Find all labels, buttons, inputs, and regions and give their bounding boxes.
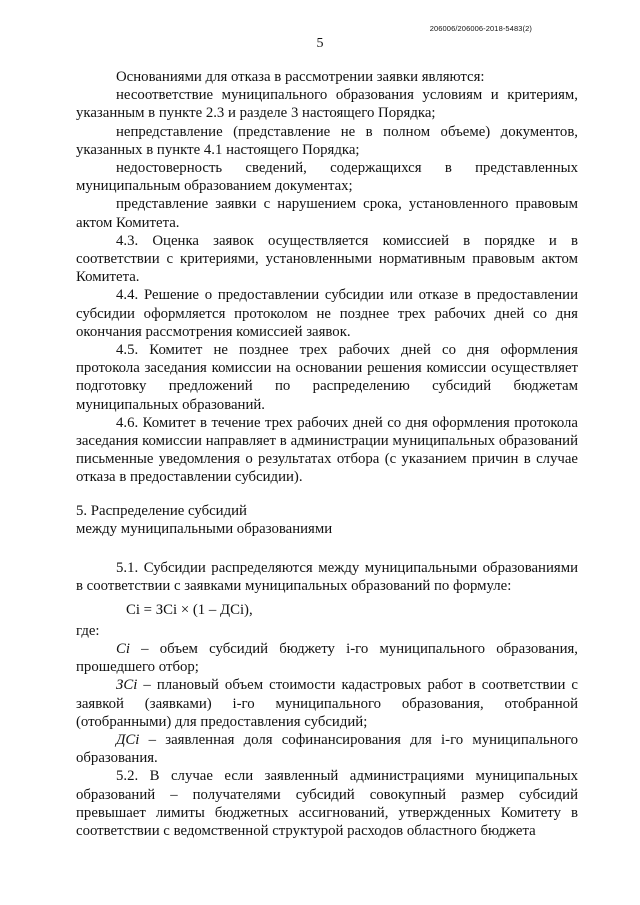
document-id: 206006/206006-2018-5483(2) bbox=[429, 24, 532, 33]
section-5-title-line-2: между муниципальными образованиями bbox=[76, 520, 333, 537]
refusal-item-2: непредставление (представление не в полном объеме) документов, указанных в пункте 4.1 настоящего Порядка; bbox=[76, 123, 578, 158]
definition-dci-text: – заявленная доля софинансирования для i-го муниципального образования. bbox=[76, 731, 578, 767]
refusal-item-3: недостоверность сведений, содержащихся в представленных муниципальным образованием документах; bbox=[76, 160, 578, 195]
definition-ci-symbol: Ci bbox=[116, 640, 130, 657]
definition-dci-symbol: ДCi bbox=[116, 731, 140, 748]
paragraph-4-5: 4.5. Комитет не позднее трех рабочих дней со дня оформления протокола заседания комиссии на основании решения комиссии осуществляет подготовку предложений по распределению субсидий бюджетам муниципальных образований. bbox=[76, 342, 578, 413]
refusal-item-4: представление заявки с нарушением срока, установленного правовым актом Комитета. bbox=[76, 196, 578, 231]
formula: Ci = ЗCi × (1 – ДCi), bbox=[126, 602, 253, 619]
definition-ci bbox=[76, 640, 578, 676]
paragraph-4-4: 4.4. Решение о предоставлении субсидии или отказе в предоставлении субсидии оформляется протоколом не позднее трех рабочих дней со дня окончания рассмотрения комиссией заявок. bbox=[76, 287, 578, 340]
section-5-title-line-1: 5. Распределение субсидий bbox=[76, 502, 247, 519]
paragraph-5-1: 5.1. Субсидии распределяются между муниципальными образованиями в соответствии с заявками муниципальных образований по формуле: bbox=[76, 560, 578, 595]
definition-zci bbox=[76, 676, 578, 731]
paragraph-4-6: 4.6. Комитет в течение трех рабочих дней со дня оформления протокола заседания комиссии направляет в администрации муниципальных образований письменные уведомления о результатах отбора (с указанием причин в случае отказа в предоставлении субсидии). bbox=[76, 414, 578, 486]
document-body bbox=[76, 68, 578, 840]
definition-ci-text: – объем субсидий бюджету i-го муниципального образования, прошедшего отбор; bbox=[76, 640, 578, 676]
paragraph-4-3: 4.3. Оценка заявок осуществляется комиссией в порядке и в соответствии с критериями, установленными нормативным правовым актом Комитета. bbox=[76, 232, 578, 286]
where-label: где: bbox=[76, 622, 100, 639]
refusal-item-1: несоответствие муниципального образования условиям и критериям, указанным в пункте 2.3 и разделе 3 настоящего Порядка; bbox=[76, 87, 578, 122]
definition-dci bbox=[76, 731, 578, 767]
definition-zci-symbol: ЗCi bbox=[116, 677, 138, 694]
paragraph-5-2: 5.2. В случае если заявленный администрациями муниципальных образований – получателями субсидий совокупный размер субсидий превышает лимиты бюджетных ассигнований, утвержденных Комитету в соответствии с ведомственной структурой расходов областного бюджета bbox=[76, 768, 578, 839]
page-number: 5 bbox=[316, 36, 324, 51]
definition-zci-text: – плановый объем стоимости кадастровых работ в соответствии с заявкой (заявками) i-го муниципального образования, отобранной (отобранными) для предоставления субсидий; bbox=[76, 677, 578, 730]
refusal-intro: Основаниями для отказа в рассмотрении заявки являются: bbox=[116, 69, 485, 85]
